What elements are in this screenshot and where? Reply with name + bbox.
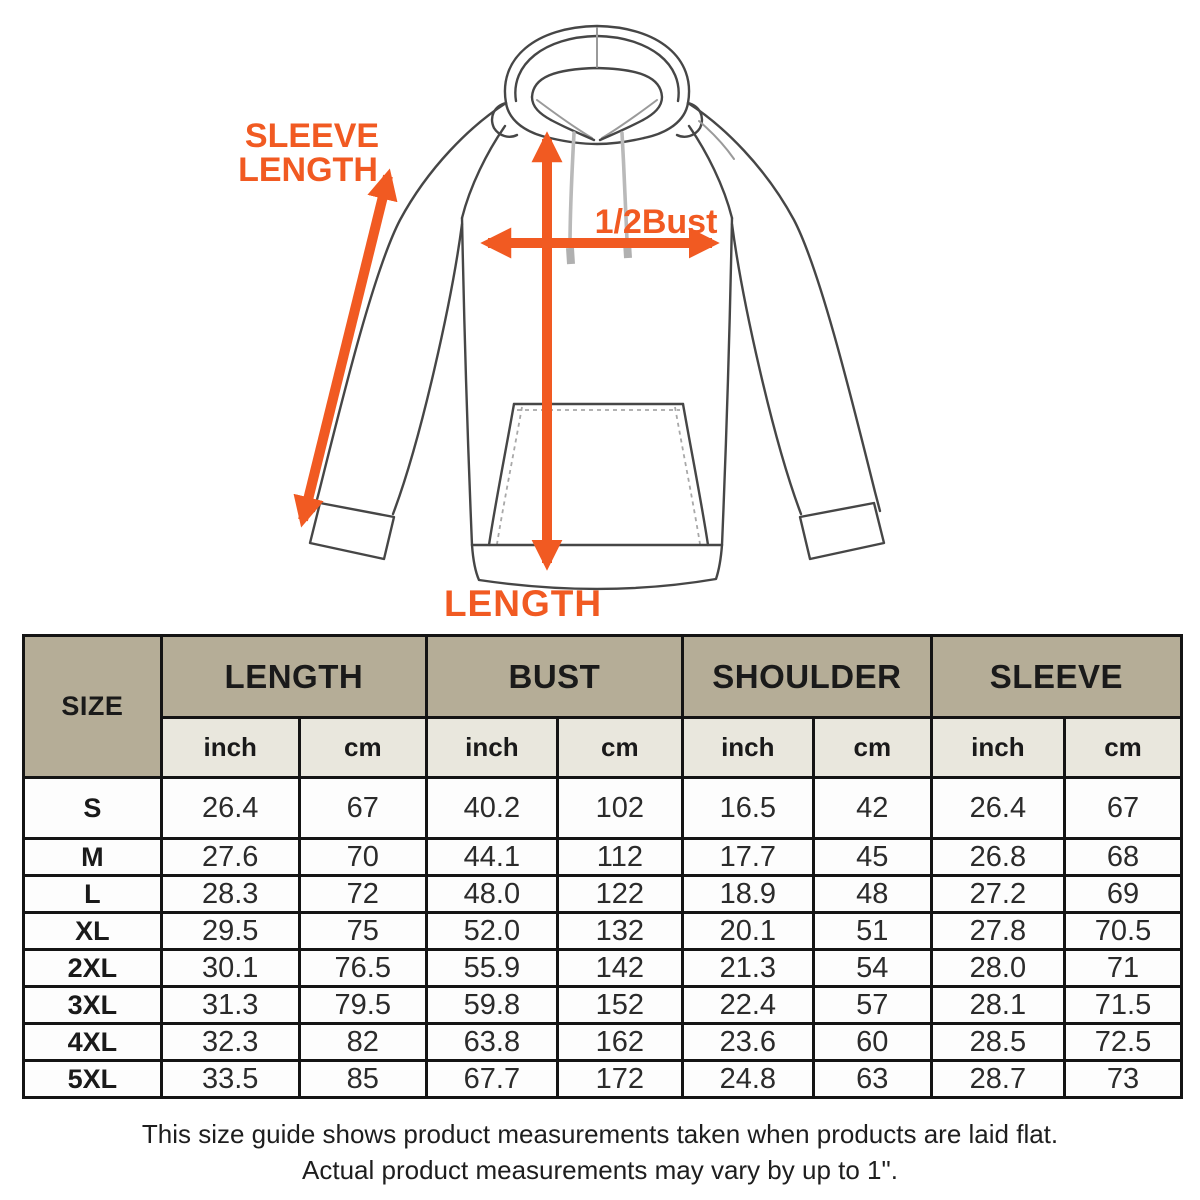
value-cell: 67 [1064,778,1181,839]
value-cell: 152 [557,987,682,1024]
value-cell: 63.8 [426,1024,557,1061]
value-cell: 72.5 [1064,1024,1181,1061]
measurement-annotations [238,117,717,624]
bust-cm-header: cm [557,718,682,778]
value-cell: 72 [299,876,426,913]
value-cell: 28.3 [161,876,299,913]
table-row-xl [24,913,1182,950]
value-cell: 31.3 [161,987,299,1024]
shoulder-column-group: SHOULDER [682,636,931,718]
length-column-group: LENGTH [161,636,426,718]
size-guide-note [0,1116,1200,1188]
value-cell: 48.0 [426,876,557,913]
shoulder-cm-header: cm [813,718,931,778]
value-cell: 82 [299,1024,426,1061]
value-cell: 26.4 [931,778,1064,839]
table-group-header-row [24,636,1182,718]
value-cell: 132 [557,913,682,950]
value-cell: 40.2 [426,778,557,839]
value-cell: 44.1 [426,839,557,876]
table-row-2xl [24,950,1182,987]
value-cell: 23.6 [682,1024,813,1061]
value-cell: 17.7 [682,839,813,876]
value-cell: 57 [813,987,931,1024]
value-cell: 48 [813,876,931,913]
size-cell: S [24,778,162,839]
sleeve-cm-header: cm [1064,718,1181,778]
bust-column-group: BUST [426,636,682,718]
value-cell: 45 [813,839,931,876]
sleeve-length-arrow [303,176,388,520]
sleeve-inch-header: inch [931,718,1064,778]
value-cell: 28.5 [931,1024,1064,1061]
sleeve-column-group: SLEEVE [931,636,1181,718]
value-cell: 69 [1064,876,1181,913]
value-cell: 85 [299,1061,426,1098]
value-cell: 67 [299,778,426,839]
value-cell: 20.1 [682,913,813,950]
value-cell: 29.5 [161,913,299,950]
size-cell: XL [24,913,162,950]
value-cell: 33.5 [161,1061,299,1098]
hoodie-outline [310,26,884,589]
value-cell: 71 [1064,950,1181,987]
half-bust-label: 1/2Bust [594,203,718,241]
sleeve-length-label-line1: SLEEVE [244,117,380,155]
value-cell: 21.3 [682,950,813,987]
value-cell: 75 [299,913,426,950]
value-cell: 55.9 [426,950,557,987]
value-cell: 30.1 [161,950,299,987]
table-row-3xl [24,987,1182,1024]
table-row-m [24,839,1182,876]
value-cell: 59.8 [426,987,557,1024]
length-label: LENGTH [443,583,603,624]
value-cell: 22.4 [682,987,813,1024]
value-cell: 28.0 [931,950,1064,987]
value-cell: 122 [557,876,682,913]
note-line-2: Actual product measurements may vary by up to 1". [302,1155,898,1185]
value-cell: 68 [1064,839,1181,876]
value-cell: 60 [813,1024,931,1061]
value-cell: 27.6 [161,839,299,876]
value-cell: 24.8 [682,1061,813,1098]
table-row-5xl [24,1061,1182,1098]
value-cell: 71.5 [1064,987,1181,1024]
table-row-s [24,778,1182,839]
value-cell: 112 [557,839,682,876]
length-cm-header: cm [299,718,426,778]
value-cell: 28.7 [931,1061,1064,1098]
value-cell: 142 [557,950,682,987]
size-table [22,634,1183,1099]
value-cell: 26.8 [931,839,1064,876]
length-inch-header: inch [161,718,299,778]
size-cell: M [24,839,162,876]
bust-inch-header: inch [426,718,557,778]
value-cell: 27.2 [931,876,1064,913]
size-cell: 5XL [24,1061,162,1098]
size-cell: 2XL [24,950,162,987]
size-cell: L [24,876,162,913]
value-cell: 27.8 [931,913,1064,950]
note-line-1: This size guide shows product measurements taken when products are laid flat. [141,1119,1059,1149]
value-cell: 172 [557,1061,682,1098]
value-cell: 42 [813,778,931,839]
value-cell: 18.9 [682,876,813,913]
value-cell: 54 [813,950,931,987]
shoulder-inch-header: inch [682,718,813,778]
value-cell: 67.7 [426,1061,557,1098]
value-cell: 70.5 [1064,913,1181,950]
table-unit-header-row [24,718,1182,778]
size-column-header: SIZE [24,636,162,778]
value-cell: 102 [557,778,682,839]
table-row-4xl [24,1024,1182,1061]
sleeve-length-label-line2: LENGTH [238,151,378,189]
size-cell: 4XL [24,1024,162,1061]
value-cell: 73 [1064,1061,1181,1098]
value-cell: 52.0 [426,913,557,950]
value-cell: 51 [813,913,931,950]
value-cell: 162 [557,1024,682,1061]
value-cell: 32.3 [161,1024,299,1061]
value-cell: 16.5 [682,778,813,839]
value-cell: 26.4 [161,778,299,839]
table-row-l [24,876,1182,913]
size-cell: 3XL [24,987,162,1024]
value-cell: 63 [813,1061,931,1098]
value-cell: 70 [299,839,426,876]
value-cell: 79.5 [299,987,426,1024]
value-cell: 28.1 [931,987,1064,1024]
value-cell: 76.5 [299,950,426,987]
